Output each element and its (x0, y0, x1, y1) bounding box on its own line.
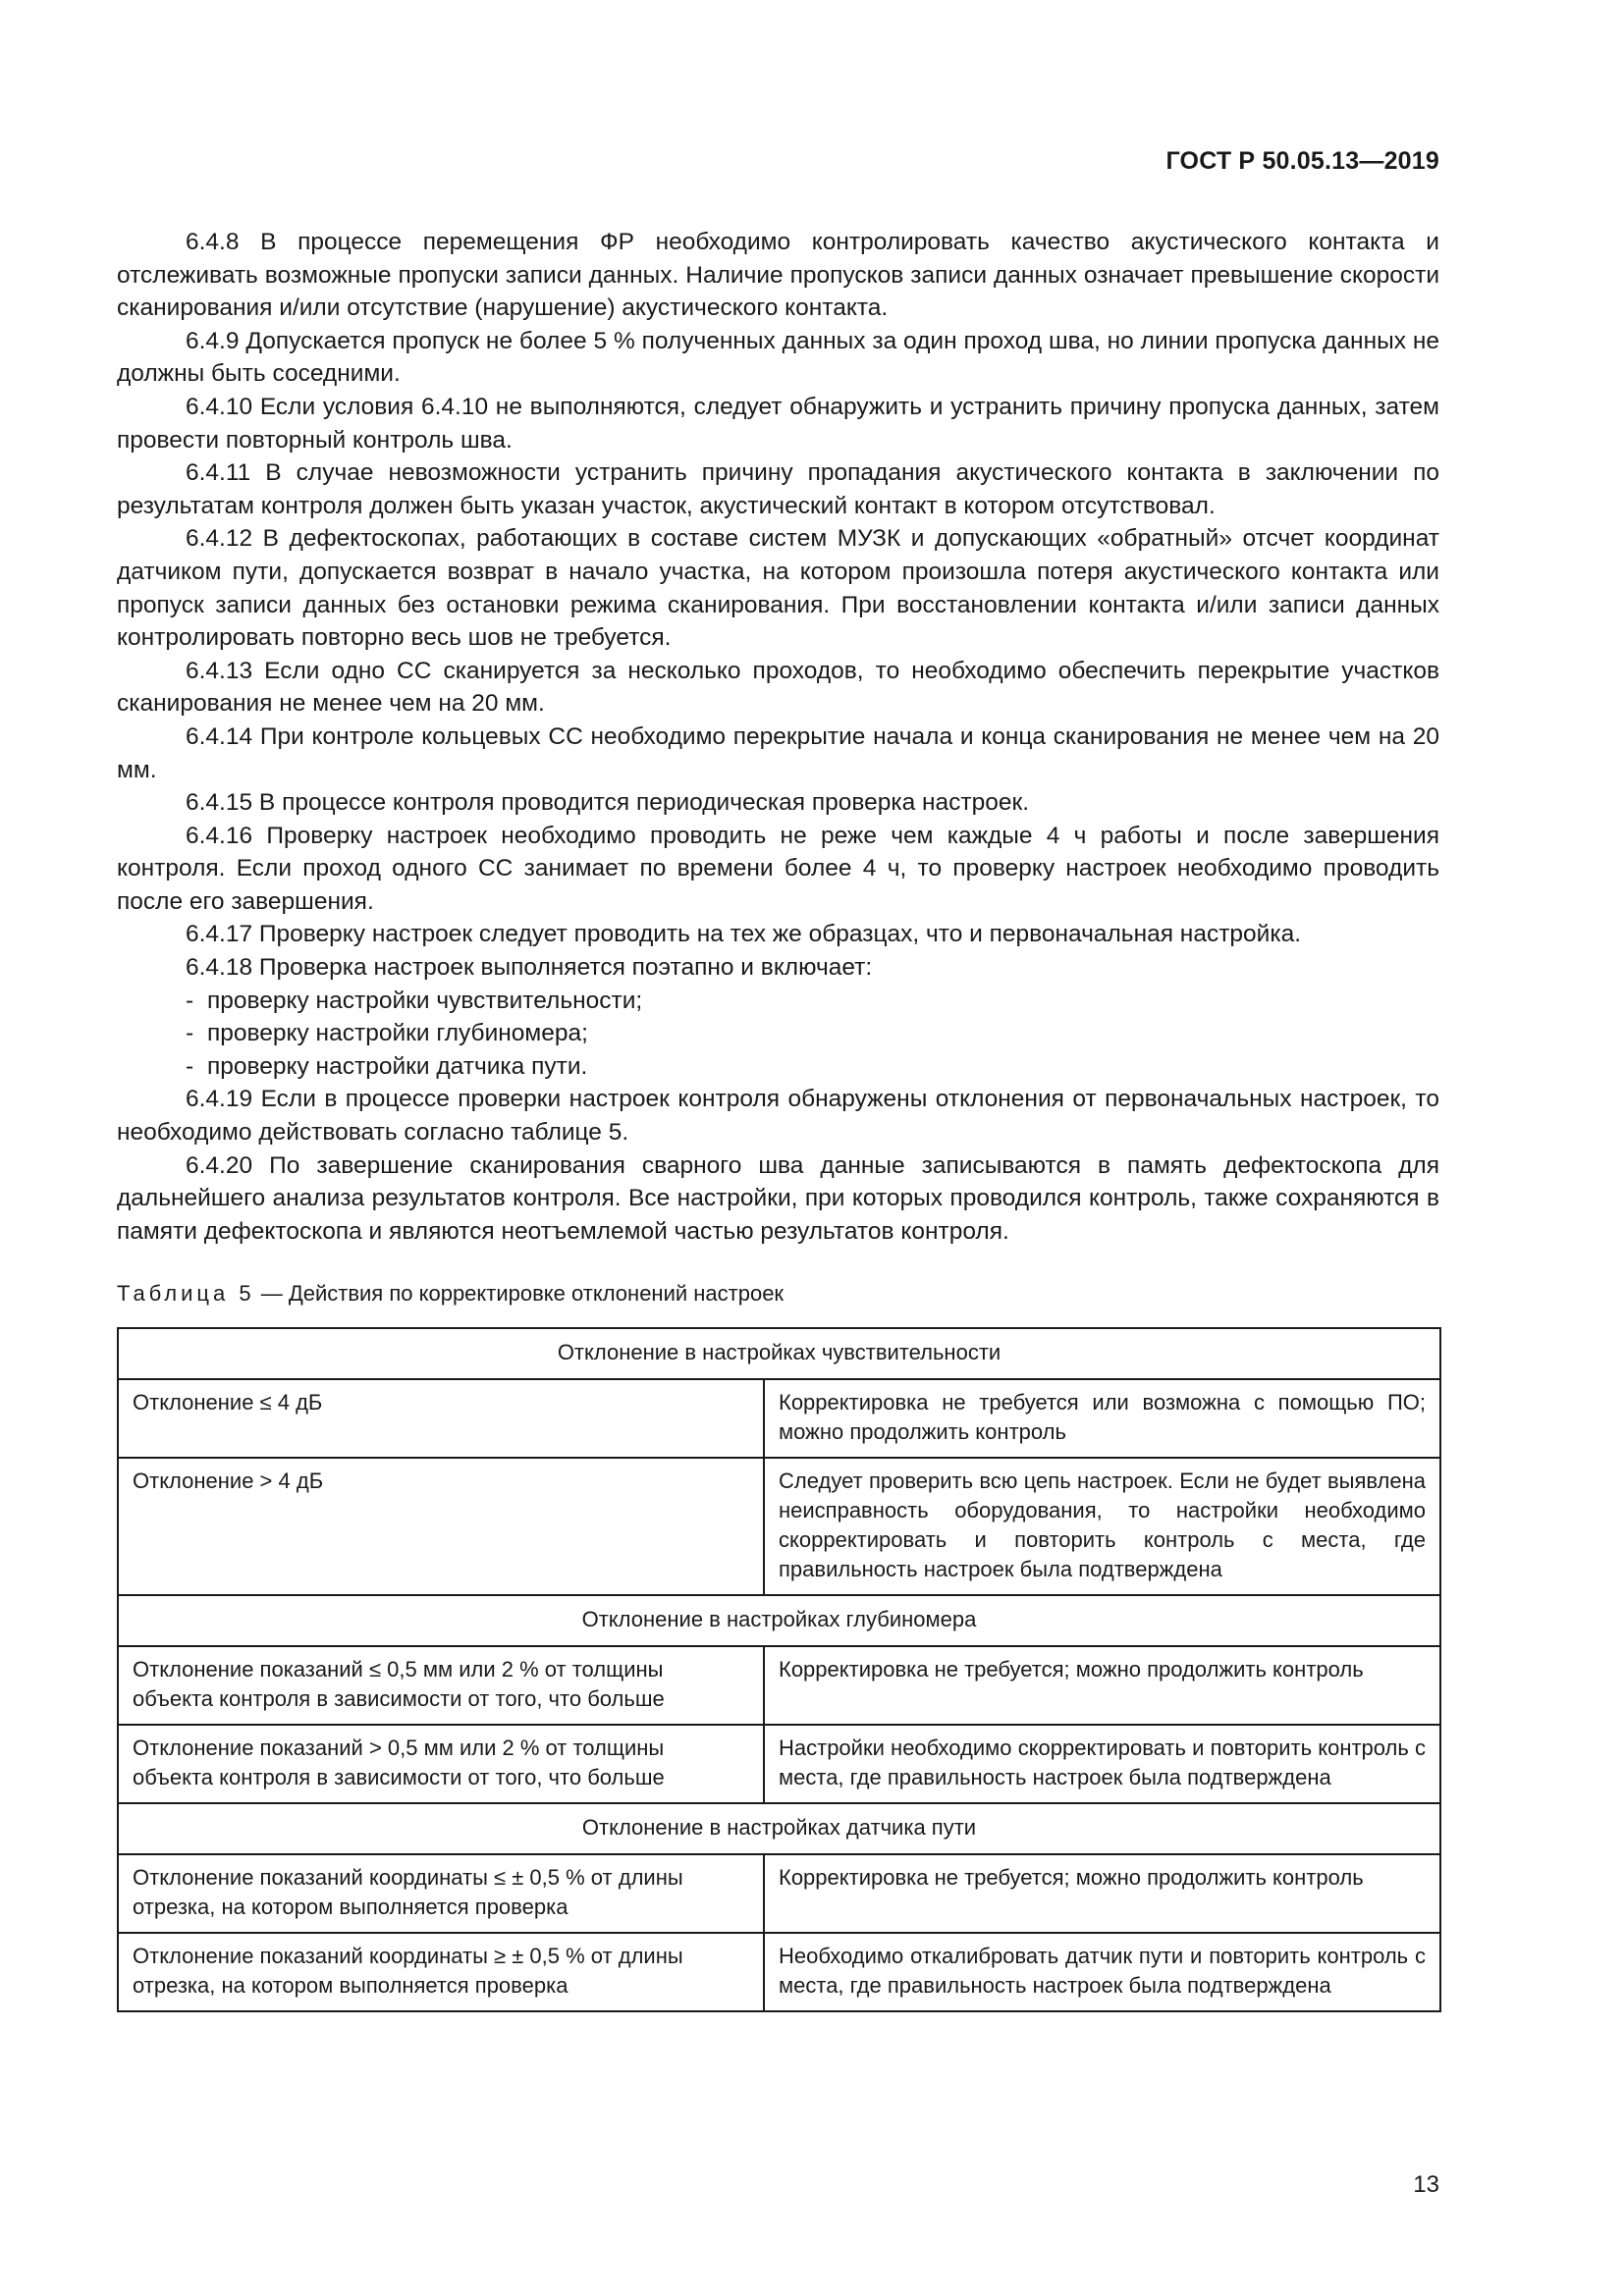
list-dash: - (186, 987, 194, 1014)
paragraph-6-4-10: 6.4.10 Если условия 6.4.10 не выполняются, следует обнаружить и устранить причину пропуска данных, затем провести повторный контроль шва. (117, 393, 1439, 454)
page-number: 13 (1413, 2171, 1439, 2198)
action-cell: Необходимо откалибровать датчик пути и повторить контроль с места, где правильность настроек была подтверждена (764, 1933, 1440, 2011)
check-list (117, 985, 1439, 1084)
condition-cell: Отклонение показаний координаты ≤ ± 0,5 % от длины отрезка, на котором выполняется проверка (118, 1854, 764, 1933)
condition-cell: Отклонение показаний > 0,5 мм или 2 % от толщины объекта контроля в зависимости от того, что больше (118, 1725, 764, 1803)
paragraph-6-4-11: 6.4.11 В случае невозможности устранить причину пропадания акустического контакта в заключении по результатам контроля должен быть указан участок, акустический контакт в котором отсутствовал. (117, 459, 1439, 519)
paragraph-6-4-17: 6.4.17 Проверку настроек следует проводить на тех же образцах, что и первоначальная настройка. (186, 921, 1302, 948)
paragraph-6-4-9: 6.4.9 Допускается пропуск не более 5 % полученных данных за один проход шва, но линии пропуска данных не должны быть соседними. (117, 327, 1439, 388)
table-section-row (118, 1803, 1440, 1854)
document-id-header: ГОСТ Р 50.05.13—2019 (1165, 147, 1439, 175)
list-item: - проверку настройки глубиномера; (117, 1017, 1439, 1050)
list-item: - проверку настройки датчика пути. (117, 1050, 1439, 1084)
paragraph-6-4-19: 6.4.19 Если в процессе проверки настроек контроля обнаружены отклонения от первоначальных настроек, то необходимо действовать согласно таблице 5. (117, 1086, 1439, 1147)
table-caption-label: Таблица 5 (117, 1281, 255, 1306)
action-cell: Корректировка не требуется; можно продолжить контроль (764, 1854, 1440, 1933)
table-row (118, 1854, 1440, 1933)
table-row (118, 1725, 1440, 1803)
paragraph-6-4-16: 6.4.16 Проверку настроек необходимо проводить не реже чем каждые 4 ч работы и после завершения контроля. Если проход одного СС занимает по времени более 4 ч, то проверку настроек необходимо проводить после его завершения. (117, 822, 1439, 915)
table-section-row (118, 1328, 1440, 1379)
list-dash: - (186, 1020, 194, 1047)
condition-cell: Отклонение > 4 дБ (118, 1458, 764, 1595)
table-caption (117, 1279, 784, 1308)
section-title-depth-gauge: Отклонение в настройках глубиномера (118, 1595, 1440, 1646)
table-row (118, 1458, 1440, 1595)
action-cell: Корректировка не требуется или возможна с помощью ПО; можно продолжить контроль (764, 1379, 1440, 1458)
table-section-row (118, 1595, 1440, 1646)
paragraph-6-4-15: 6.4.15 В процессе контроля проводится периодическая проверка настроек. (186, 789, 1030, 817)
section-title-sensitivity: Отклонение в настройках чувствительности (118, 1328, 1440, 1379)
action-cell: Следует проверить всю цепь настроек. Если не будет выявлена неисправность оборудования, то настройки необходимо скорректировать и повторить контроль с места, где правильность настроек была подтверждена (764, 1458, 1440, 1595)
table-row (118, 1933, 1440, 2011)
paragraph-6-4-13: 6.4.13 Если одно СС сканируется за несколько проходов, то необходимо обеспечить перекрытие участков сканирования не менее чем на 20 мм. (117, 657, 1439, 718)
paragraph-6-4-8: 6.4.8 В процессе перемещения ФР необходимо контролировать качество акустического контакта и отслеживать возможные пропуски записи данных. Наличие пропусков записи данных означает превышение скорости сканирования и/или отсутствие (нарушение) акустического контакта. (117, 229, 1439, 322)
deviation-table (117, 1327, 1441, 2012)
action-cell: Настройки необходимо скорректировать и повторить контроль с места, где правильность настроек была подтверждена (764, 1725, 1440, 1803)
condition-cell: Отклонение показаний ≤ 0,5 мм или 2 % от толщины объекта контроля в зависимости от того, что больше (118, 1646, 764, 1725)
condition-cell: Отклонение показаний координаты ≥ ± 0,5 % от длины отрезка, на котором выполняется проверка (118, 1933, 764, 2011)
list-dash: - (186, 1052, 194, 1080)
action-cell: Корректировка не требуется; можно продолжить контроль (764, 1646, 1440, 1725)
table-caption-text: — Действия по корректировке отклонений настроек (254, 1281, 785, 1306)
paragraph-6-4-18: 6.4.18 Проверка настроек выполняется поэтапно и включает: (186, 954, 873, 982)
paragraph-6-4-20: 6.4.20 По завершение сканирования сварного шва данные записываются в память дефектоскопа для дальнейшего анализа результатов контроля. Все настройки, при которых проводился контроль, также сохраняются в памяти дефектоскопа и являются неотъемлемой частью результатов контроля. (117, 1151, 1439, 1245)
body-text (117, 226, 1439, 1248)
condition-cell: Отклонение ≤ 4 дБ (118, 1379, 764, 1458)
table-row (118, 1379, 1440, 1458)
list-item: - проверку настройки чувствительности; (117, 985, 1439, 1018)
paragraph-6-4-14: 6.4.14 При контроле кольцевых СС необходимо перекрытие начала и конца сканирования не менее чем на 20 мм. (117, 722, 1439, 783)
table-row (118, 1646, 1440, 1725)
section-title-path-sensor: Отклонение в настройках датчика пути (118, 1803, 1440, 1854)
paragraph-6-4-12: 6.4.12 В дефектоскопах, работающих в составе систем МУЗК и допускающих «обратный» отсчет координат датчиком пути, допускается возврат в начало участка, на котором произошла потеря акустического контакта или пропуск записи данных без остановки режима сканирования. При восстановлении контакта и/или записи данных контролировать повторно весь шов не требуется. (117, 525, 1439, 652)
